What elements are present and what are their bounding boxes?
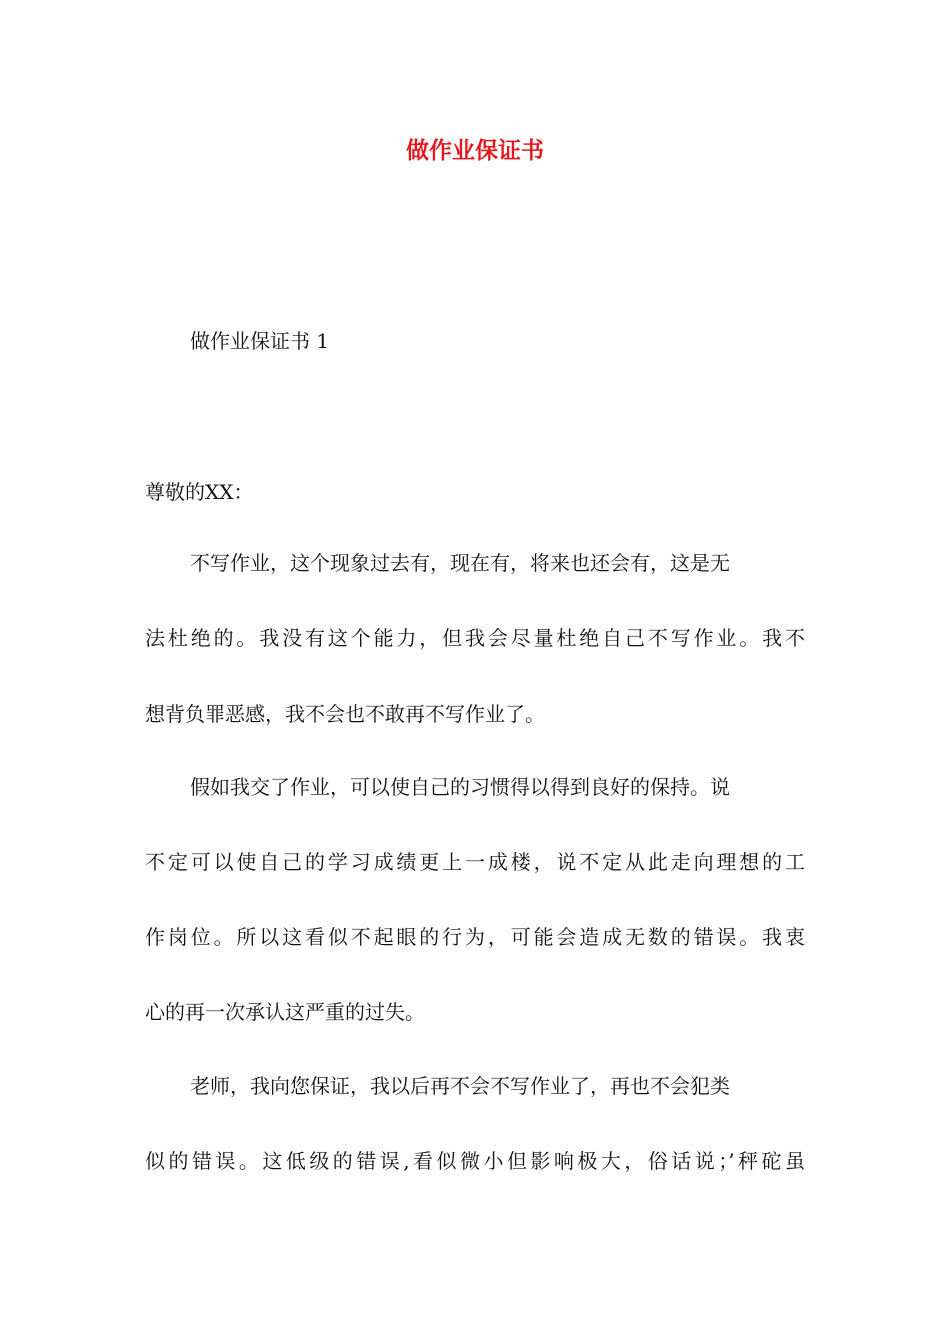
salutation: 尊敬的XX：: [145, 480, 254, 504]
paragraph-2-line-1: 假如我交了作业，可以使自己的习惯得以得到良好的保持。说: [190, 775, 730, 799]
paragraph-2-line-3: 作岗位。所以这看似不起眼的行为，可能会造成无数的错误。我衷: [145, 925, 805, 949]
paragraph-3-line-1: 老师，我向您保证，我以后再不会不写作业了，再也不会犯类: [190, 1074, 730, 1098]
paragraph-2-line-4: 心的再一次承认这严重的过失。: [145, 1000, 425, 1024]
paragraph-1-line-2: 法杜绝的。我没有这个能力，但我会尽量杜绝自己不写作业。我不: [145, 626, 805, 650]
paragraph-2-line-2: 不定可以使自己的学习成绩更上一成楼，说不定从此走向理想的工: [145, 850, 805, 874]
section-heading: 做作业保证书 1: [190, 329, 330, 353]
document-title: 做作业保证书: [406, 137, 544, 164]
paragraph-1-line-1: 不写作业，这个现象过去有，现在有，将来也还会有，这是无: [190, 551, 730, 575]
paragraph-1-line-3: 想背负罪恶感，我不会也不敢再不写作业了。: [145, 702, 545, 726]
paragraph-3-line-2: 似的错误。这低级的错误,看似微小但影响极大，俗话说；’秤砣虽: [145, 1149, 805, 1173]
